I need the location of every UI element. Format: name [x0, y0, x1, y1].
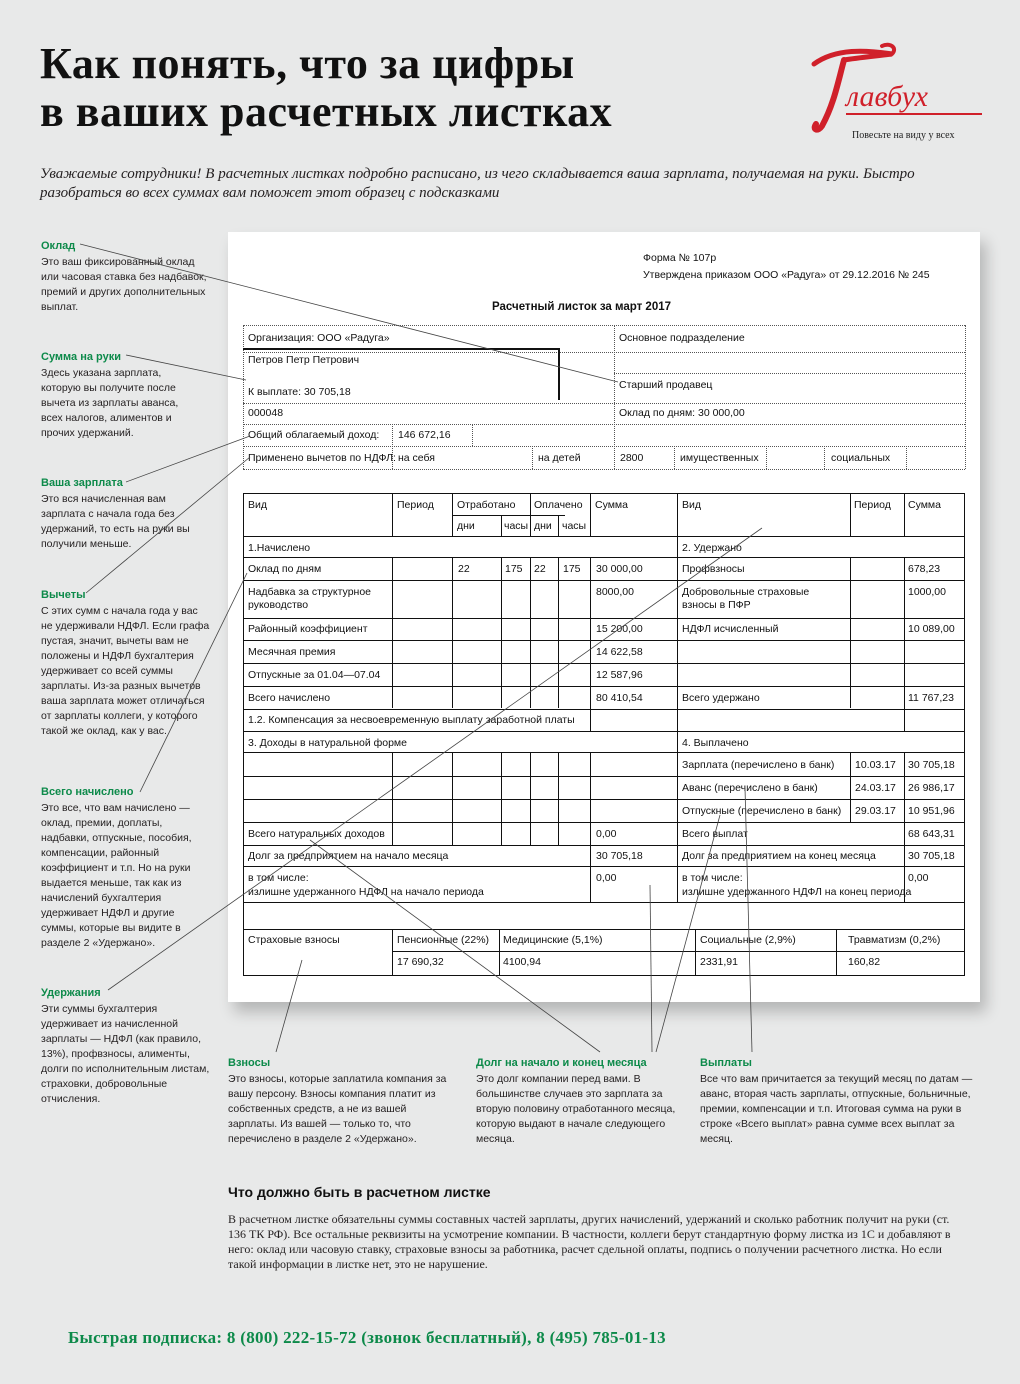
paid-sum: 30 705,18 [908, 759, 955, 771]
withheld-sum: 10 089,00 [908, 623, 955, 635]
note-text: Эти суммы бухгалтерия удерживает из начисленной зарплаты — НДФЛ (как правило, 13%), профвзносы, алименты, долги по исполнительным листам, страховки, добровольные отчисления. [41, 1003, 210, 1105]
note-text: Это ваш фиксированный оклад или часовая ставка без надбавок, премий и других дополнительных выплат. [41, 256, 207, 313]
note-text: Это долг компании перед вами. В большинстве случаев это зарплата за вторую половину отработанного месяца, которую выдают в начале следующего месяца. [476, 1073, 676, 1145]
note-payments [700, 1056, 982, 1147]
amount-to-pay: К выплате: 30 705,18 [248, 386, 351, 398]
paid-date: 24.03.17 [855, 782, 896, 794]
section-paid: 4. Выплачено [682, 737, 749, 749]
page-title [40, 40, 760, 136]
note-text: Это вся начисленная вам зарплата с начала года без удержаний, то есть на руки вы получили меньше. [41, 493, 190, 550]
note-your-salary [41, 476, 211, 552]
note-title: Ваша зарплата [41, 477, 123, 489]
col-sum-right: Сумма [908, 499, 941, 511]
col-worked-hours: часы [504, 520, 529, 532]
deduction-children-value: 2800 [620, 452, 644, 464]
accrued-type: Оклад по дням [248, 563, 322, 575]
accrued-sum: 12 587,96 [596, 669, 643, 681]
insurance-medical-label: Медицинские (5,1%) [503, 934, 603, 946]
form-number: Форма № 107р [643, 252, 717, 264]
title-line-2: в ваших расчетных листках [40, 87, 613, 136]
note-title: Вычеты [41, 589, 86, 601]
accrued-type: Надбавка за структурное руководство [248, 586, 372, 611]
subscription-phones[interactable]: Быстрая подписка: 8 (800) 222-15-72 (звонок бесплатный), 8 (495) 785-01-13 [68, 1328, 666, 1347]
form-approval: Утверждена приказом ООО «Радуга» от 29.12.2016 № 245 [643, 269, 930, 281]
note-text: С этих сумм с начала года у вас не удерживали НДФЛ. Если графа пустая, значит, вычеты вам не положены и НДФЛ бухгалтерия удерживает со всей суммы зарплаты. Из-за разных вычетов ваша зарплата может отличаться от зарплаты коллеги, у которого такой же оклад, как у вас. [41, 605, 210, 737]
total-paid: 68 643,31 [908, 828, 955, 840]
accrued-worked-days: 22 [458, 563, 470, 575]
note-text: Это взносы, которые заплатила компания за вашу персону. Взносы компания платит из собственных средств, а не из вашей зарплаты. Из вашей — только то, что перечислено в разделе 2 «Удержано». [228, 1073, 447, 1145]
position: Старший продавец [619, 379, 713, 391]
withheld-sum: 678,23 [908, 563, 941, 575]
withheld-type: Профвзносы [682, 563, 745, 575]
col-type-left: Вид [248, 499, 267, 511]
deduction-property: имущественных [680, 452, 759, 464]
accrued-sum: 8000,00 [596, 586, 634, 598]
col-period-left: Период [397, 499, 434, 511]
note-title: Сумма на руки [41, 351, 121, 363]
total-natural: 0,00 [596, 828, 617, 840]
withheld-sum: 1000,00 [908, 586, 946, 598]
note-title: Долг на начало и конец месяца [476, 1057, 647, 1069]
col-period-right: Период [854, 499, 891, 511]
insurance-medical-value: 4100,94 [503, 956, 541, 968]
note-net-pay [41, 350, 199, 441]
deductions-label: Применено вычетов по НДФЛ: [248, 452, 396, 464]
taxable-income-value: 146 672,16 [398, 429, 451, 441]
paid-type: Зарплата (перечислено в банк) [682, 759, 835, 771]
col-paid-days: дни [534, 520, 552, 532]
excess-end-value: 0,00 [908, 872, 929, 884]
payslip-title: Расчетный листок за март 2017 [492, 301, 672, 313]
total-accrued: 80 410,54 [596, 692, 643, 704]
deduction-self: на себя [398, 452, 435, 464]
note-withholdings [41, 986, 211, 1107]
note-title: Взносы [228, 1057, 271, 1069]
section-withheld: 2. Удержано [682, 542, 742, 554]
paid-date: 10.03.17 [855, 759, 896, 771]
salary-by-days: Оклад по дням: 30 000,00 [619, 407, 745, 419]
division: Основное подразделение [619, 332, 745, 344]
col-worked-days: дни [457, 520, 475, 532]
intro-text: Уважаемые сотрудники! В расчетных листках подробно расписано, из чего складывается ваша зарплата, получаемая на руки. Быстро разобраться во всех суммах вам поможет этот образец с подсказками [40, 166, 915, 201]
excess-start-value: 0,00 [596, 872, 617, 884]
debt-end-label: Долг за предприятием на конец месяца [682, 850, 876, 862]
accrued-type: Районный коэффициент [248, 623, 368, 635]
paid-type: Аванс (перечислено в банк) [682, 782, 818, 794]
including-right: в том числе: [682, 872, 743, 884]
requirements-text: В расчетном листке обязательны суммы составных частей зарплаты, других начислений, удержаний и сколько работник получит на руки (ст. 136 ТК РФ). Все остальные реквизиты на усмотрение компании. В частности, коллеги берут стандартную форму листка из 1С и добавляют в него: оклад или часовую ставку, страховые взносы за работника, расчет сдельной оплаты, подпись о получении расчетного листка. Но если такой информации в листке нет, это не нарушение. [228, 1212, 951, 1271]
insurance-social-value: 2331,91 [700, 956, 738, 968]
payslip-sheet [228, 232, 980, 1002]
note-title: Всего начислено [41, 786, 134, 798]
accrued-sum: 15 200,00 [596, 623, 643, 635]
note-title: Выплаты [700, 1057, 752, 1069]
insurance-trauma-value: 160,82 [848, 956, 881, 968]
insurance-trauma-label: Травматизм (0,2%) [848, 934, 941, 946]
including-left: в том числе: [248, 872, 309, 884]
total-natural-label: Всего натуральных доходов [248, 828, 385, 840]
glavbukh-logo [806, 42, 996, 142]
accrued-worked-hours: 175 [505, 563, 523, 575]
logo-mark [806, 42, 996, 142]
accrued-sum: 14 622,58 [596, 646, 643, 658]
organization: Организация: ООО «Радуга» [248, 332, 390, 344]
section-compensation: 1.2. Компенсация за несвоевременную выплату заработной платы [248, 714, 575, 726]
paid-date: 29.03.17 [855, 805, 896, 817]
col-paid: Оплачено [534, 499, 583, 511]
accrued-type: Месячная премия [248, 646, 336, 658]
note-text: Это все, что вам начислено — оклад, премии, доплаты, надбавки, отпускные, пособия, компенсации, районный коэффициент и т.п. Но на руки выдается меньше, так как из начислений бухгалтерия удерживает НДФЛ и другие суммы, которые вы видите в разделе 2 «Удержано». [41, 802, 192, 949]
debt-end: 30 705,18 [908, 850, 955, 862]
withheld-type: Добровольные страховые взносы в ПФР [682, 586, 810, 611]
note-contributions [228, 1056, 456, 1147]
col-paid-hours: часы [562, 520, 587, 532]
debt-start: 30 705,18 [596, 850, 643, 862]
accrued-paid-hours: 175 [563, 563, 581, 575]
note-text: Здесь указана зарплата, которую вы получите после вычета из зарплаты аванса, всех налогов, алиментов и прочих удержаний. [41, 367, 179, 439]
col-type-right: Вид [682, 499, 701, 511]
debt-start-label: Долг за предприятием на начало месяца [248, 850, 449, 862]
total-accrued-label: Всего начислено [248, 692, 331, 704]
col-sum-left: Сумма [595, 499, 628, 511]
excess-end-label: излишне удержанного НДФЛ на конец периода [682, 886, 912, 898]
title-line-1: Как понять, что за цифры [40, 39, 575, 88]
requirements-heading: Что должно быть в расчетном листке [228, 1184, 491, 1200]
paid-sum: 10 951,96 [908, 805, 955, 817]
insurance-pension-value: 17 690,32 [397, 956, 444, 968]
col-worked: Отработано [457, 499, 516, 511]
note-total-accrued [41, 785, 211, 951]
deduction-social: социальных [831, 452, 891, 464]
total-withheld-label: Всего удержано [682, 692, 760, 704]
insurance-social-label: Социальные (2,9%) [700, 934, 796, 946]
note-debt [476, 1056, 676, 1147]
insurance-pension-label: Пенсионные (22%) [397, 934, 490, 946]
insurance-label: Страховые взносы [248, 934, 340, 946]
paid-sum: 26 986,17 [908, 782, 955, 794]
accrued-paid-days: 22 [534, 563, 546, 575]
section-natural-income: 3. Доходы в натуральной форме [248, 737, 407, 749]
taxable-income-label: Общий облагаемый доход: [248, 429, 380, 441]
employee-name: Петров Петр Петрович [248, 354, 360, 366]
note-title: Удержания [41, 987, 101, 999]
tab-number: 000048 [248, 407, 284, 419]
deduction-children: на детей [538, 452, 581, 464]
note-deductions [41, 588, 211, 739]
withheld-type: НДФЛ исчисленный [682, 623, 779, 635]
logo-tagline: Повесьте на виду у всех [852, 130, 955, 141]
note-salary [41, 239, 211, 315]
section-accrued: 1.Начислено [248, 542, 311, 554]
note-title: Оклад [41, 240, 76, 252]
paid-type: Отпускные (перечислено в банк) [682, 805, 842, 817]
accrued-sum: 30 000,00 [596, 563, 643, 575]
excess-start-label: излишне удержанного НДФЛ на начало периода [248, 886, 484, 898]
accrued-type: Отпускные за 01.04—07.04 [248, 669, 381, 681]
total-withheld: 11 767,23 [908, 692, 954, 704]
total-paid-label: Всего выплат [682, 828, 748, 840]
note-text: Все что вам причитается за текущий месяц по датам — аванс, вторая часть зарплаты, отпускные, больничные, премии, компенсации и т.п. Итоговая сумма на руки в строке «Всего выплат» равна сумме всех выплат за месяц. [700, 1073, 973, 1145]
logo-word: лавбух [846, 80, 929, 113]
